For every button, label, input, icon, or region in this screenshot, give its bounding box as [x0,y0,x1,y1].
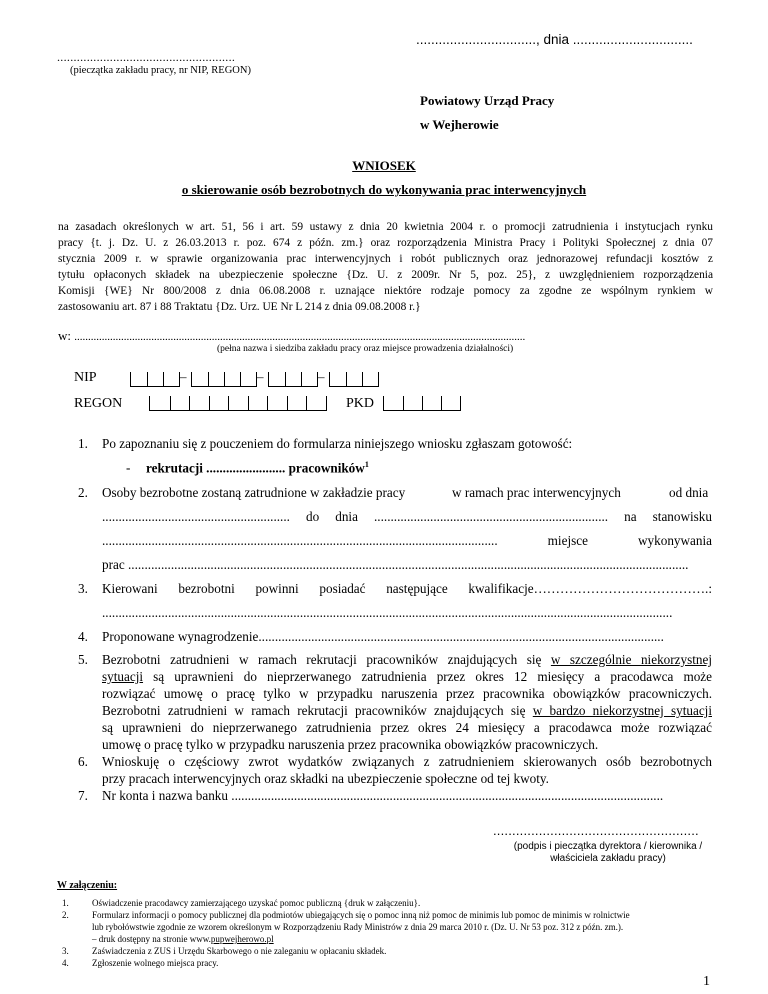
recruitment-text[interactable]: rekrutacji ........................ pracowników [146,460,365,476]
item-2-text-b: w ramach prac interwencyjnych [452,485,621,500]
pkd-field[interactable] [383,396,461,411]
employer-caption: (pełna nazwa i siedziba zakładu pracy oraz miejsce prowadzenia działalności) [217,344,514,354]
legal-line: zastosowaniu art. 87 i 88 Traktatu {Dz. Urz. UE Nr L 214 z dnia 09.08.2008 r.} [58,301,421,313]
page-subtitle: o skierowanie osób bezrobotnych do wykonywania prac interwencyjnych [181,182,587,197]
item-5-line: Bezrobotni zatrudnieni w ramach rekrutacji pracowników znajdujących się w szczególnie niekorzystnej [102,652,712,667]
attachment-text: Oświadczenie pracodawcy zamierzającego uzyskać pomoc publiczną {druk w załączeniu}. [92,898,421,908]
bank-account-field[interactable]: Nr konta i nazwa banku ................................................................................................................................... [102,788,664,803]
item-6-line: Wnioskuję o częściowy zwrot wydatków związanych z zatrudnieniem skierowanych osób bezrobotnych [102,754,712,769]
page-number: 1 [703,974,710,989]
item-5-line: są uprawnieni do nieprzerwanego zatrudnienia przez okres 24 miesięcy a pracodawca może rozwiązać [102,720,712,735]
salary-field[interactable]: Proponowane wynagrodzenie........................................................................................................................... [102,629,664,644]
item-6-number: 6. [78,754,88,769]
employer-dots[interactable]: .................................................................................................................................................................... [74,331,526,343]
item-4-number: 4. [78,629,88,644]
item-1-dash: - [126,460,131,475]
website-link[interactable]: pupwejherowo.pl [210,934,274,944]
attachment-text: lub rybołówstwie zgodnie ze wzorem określonym w Rozporządzeniu Rady Ministrów z dnia 29 marca 2010 r. (Dz. U. Nr 53 poz. 312 z późn. zm.). [92,922,624,932]
attachment-text: Zgłoszenie wolnego miejsca pracy. [92,958,219,968]
attachment-text: – druk dostępny na stronie www.pupwejherowo.pl [92,934,274,944]
legal-line: pracy {t. j. Dz. U. z 26.03.2013 r. poz. 674 z późn. zm.} oraz rozporządzenia Ministra Pracy i Polityki Społecznej z dnia 07 [58,237,713,249]
item-6-line: przy pracach interwencyjnych oraz składki na ubezpieczenie społeczne od tej kwoty. [102,771,549,786]
stamp-caption: (pieczątka zakładu pracy, nr NIP, REGON) [70,65,251,76]
regon-label: REGON [74,396,123,411]
item-5-line: umowę o pracę tylko w przypadku naruszenia przez pracownika obowiązków pracowniczych. [102,737,599,752]
signature-field[interactable]: ...................................................... [493,823,699,838]
qualifications-label: Kierowani bezrobotni powinni posiadać następujące kwalifikacje………………………………….: [102,581,712,596]
item-7-number: 7. [78,788,88,803]
legal-line: na zasadach określonych w art. 51, 56 i art. 59 ustawy z dnia 20 kwietnia 2004 r. o promocji zatrudnienia i instytucjach rynku [58,221,713,233]
attachments-heading: W załączeniu: [57,880,118,891]
item-5-line: rozwiązać umowę o pracę tylko w przypadku naruszenia przez pracownika obowiązków pracowniczych. [102,686,712,701]
employer-prefix: w: [58,328,75,343]
signature-caption-2: właściciela zakładu pracy) [550,853,666,864]
item-3-number: 3. [78,581,88,596]
regon-field[interactable] [149,396,327,411]
recipient-office: Powiatowy Urząd Pracy [420,93,555,108]
legal-line: Komisji {WE} Nr 800/2008 z dnia 06.08.2008 r. uznające niektóre rodzaje pomocy za zgodne ze wspólnym rynkiem w [58,285,713,297]
legal-line: stycznia 2009 r. w sprawie organizowania prac interwencyjnych i robót publicznych oraz jednorazowej refundacji kosztów z [58,253,713,265]
date-line[interactable]: ................................, dnia ................................ [416,32,693,47]
position-field[interactable]: ........................................................................................................................ miejsce wykonywania [102,533,712,548]
recipient-city: w Wejherowie [420,117,499,132]
nip-label: NIP [74,370,97,385]
footnote-marker: 1 [364,460,369,469]
item-2-number: 2. [78,485,88,500]
attachment-text: Zaświadczenia z ZUS i Urzędu Skarbowego o nie zaleganiu w opłacaniu składek. [92,946,387,956]
attachment-number: 3. [62,946,69,956]
item-2-text-c: od dnia [669,485,709,500]
attachment-number: 2. [62,910,69,920]
attachment-number: 4. [62,958,69,968]
legal-line: tytułu opłaconych składek na ubezpieczenie społeczne {Dz. U. z 2009r. Nr 5, poz. 25}, z uwzględnieniem rozporządzenia [58,269,713,281]
page-title: WNIOSEK [352,158,416,173]
signature-caption-1: (podpis i pieczątka dyrektora / kierownika / [513,841,703,852]
employment-dates-field[interactable]: ......................................................... do dnia ....................................................................... na stanowisku [102,509,712,524]
recruitment-field[interactable] [146,460,369,476]
pkd-label: PKD [346,396,375,411]
attachment-number: 1. [62,898,69,908]
attachment-text: Formularz informacji o pomocy publicznej dla podmiotów ubiegających się o pomoc inną niż pomoc de minimis lub pomoc de minimis w rolnictwie [92,910,630,920]
item-5-number: 5. [78,652,88,667]
employer-field[interactable] [58,328,525,344]
item-5-line: Bezrobotni zatrudnieni w ramach rekrutacji pracowników znajdujących się w bardzo niekorzystnej sytuacji [102,703,712,718]
item-1-number: 1. [78,436,88,451]
workplace-field[interactable]: prac .......................................................................................................................................................................... [102,557,689,572]
item-1-text: Po zapoznaniu się z pouczeniem do formularza niniejszego wniosku zgłaszam gotowość: [102,436,573,451]
item-5-line: sytuacji są uprawnieni do nieprzerwanego zatrudnienia przez okres 12 miesięcy a pracodawca może [102,669,713,684]
stamp-dots[interactable]: ...................................................... [57,50,236,64]
qualifications-field[interactable]: ............................................................................................................................................................................. [102,605,673,620]
item-2-text-a: Osoby bezrobotne zostaną zatrudnione w zakładzie pracy [102,485,406,500]
